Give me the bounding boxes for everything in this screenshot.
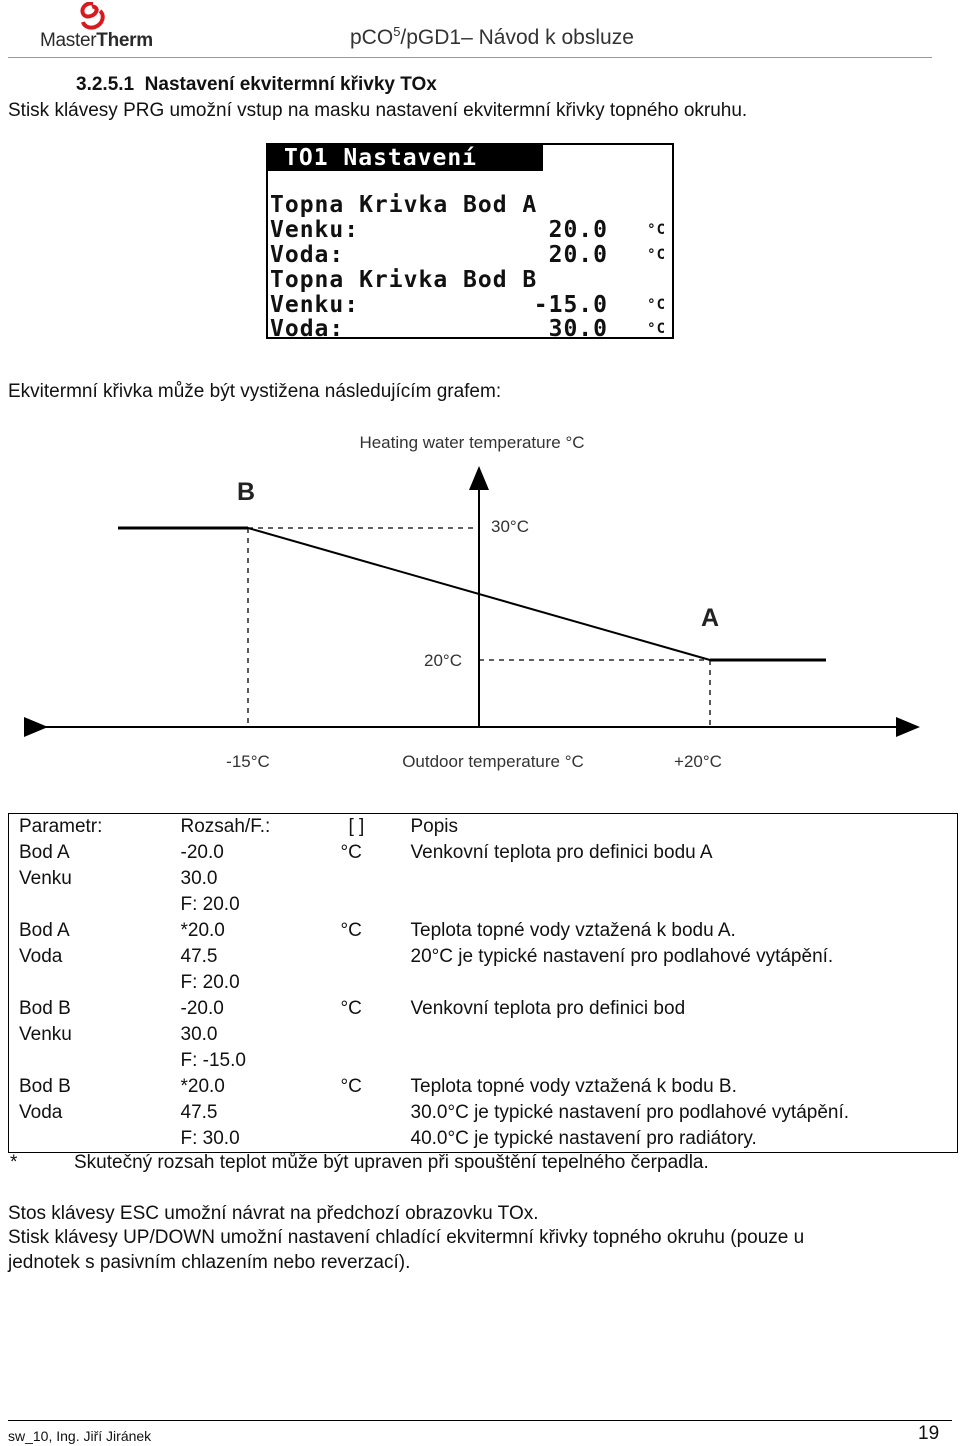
- desc-cell: [411, 1074, 958, 1153]
- param-name: Voda: [19, 946, 63, 967]
- range-cell: [181, 840, 341, 918]
- section-heading: [76, 74, 437, 96]
- range-min: *20.0: [180, 920, 225, 941]
- unit-cell: °C: [340, 842, 362, 863]
- param-name: Venku: [19, 1024, 72, 1045]
- logo-text-bold: Therm: [96, 30, 153, 51]
- table-row: [9, 1074, 958, 1153]
- lcd-label: Topna Krivka Bod A: [270, 192, 538, 218]
- range-default: F: 20.0: [180, 894, 240, 915]
- header-divider: [8, 57, 932, 58]
- lcd-label: Venku:: [270, 292, 360, 318]
- table-row: [9, 840, 958, 918]
- lcd-title: TO1 Nastavení: [268, 145, 543, 171]
- desc-line: Teplota topné vody vztažená k bodu B.: [410, 1076, 737, 1097]
- lcd-screen: [266, 143, 674, 342]
- range-max: 30.0: [180, 1024, 218, 1045]
- param-cell: [9, 840, 181, 918]
- param-cell: [9, 918, 181, 996]
- param-name: Bod A: [19, 920, 70, 941]
- desc-line: 40.0°C je typické nastavení pro radiátory.: [410, 1128, 757, 1149]
- table-row: [9, 918, 958, 996]
- table-header-row: [9, 814, 958, 841]
- range-min: *20.0: [180, 1076, 225, 1097]
- lcd-label: Voda:: [270, 242, 345, 268]
- masterterm-logo-icon: [78, 2, 108, 30]
- x-tick-label: -15°C: [226, 752, 270, 771]
- closing-line: jednotek s pasivním chlazením nebo reverzací).: [8, 1252, 411, 1273]
- desc-cell: [411, 918, 958, 996]
- point-label-b: B: [236, 478, 256, 506]
- lcd-label: Topna Krivka Bod B: [270, 267, 538, 293]
- closing-line: Stos klávesy ESC umožní návrat na předchozí obrazovku TOx.: [8, 1203, 539, 1224]
- desc-cell: [411, 840, 958, 918]
- range-max: 47.5: [180, 1102, 218, 1123]
- lcd-value: 20.0: [548, 217, 608, 243]
- lcd-value: 20.0: [548, 242, 608, 268]
- header-cell: Popis: [410, 816, 459, 837]
- parameter-table: [8, 813, 958, 1153]
- param-name: Venku: [19, 868, 72, 889]
- desc-line: Venkovní teplota pro definici bod: [410, 998, 686, 1019]
- lcd-line: [268, 243, 674, 268]
- logo-text-plain: Master: [40, 30, 97, 51]
- unit-cell: °C: [340, 920, 362, 941]
- lcd-value: 30.0: [548, 316, 608, 342]
- lcd-line: [268, 317, 674, 342]
- lcd-label: Venku:: [270, 217, 360, 243]
- header-cell: Rozsah/F.:: [180, 816, 271, 837]
- lcd-line: [268, 268, 674, 293]
- section-number: 3.2.5.1: [76, 74, 135, 95]
- range-max: 30.0: [180, 868, 218, 889]
- page-number: 19: [918, 1423, 940, 1444]
- lcd-unit: °C: [647, 297, 666, 313]
- param-name: Bod B: [19, 998, 71, 1019]
- desc-line: Teplota topné vody vztažená k bodu A.: [410, 920, 736, 941]
- title-sup: 5: [393, 24, 401, 39]
- footnote-marker: *: [10, 1152, 18, 1173]
- header-cell: [ ]: [348, 816, 365, 837]
- lcd-label: Voda:: [270, 316, 345, 342]
- y-tick-label: 30°C: [491, 517, 529, 536]
- range-min: -20.0: [180, 998, 224, 1019]
- unit-cell: °C: [340, 1076, 362, 1097]
- param-name: Bod B: [19, 1076, 71, 1097]
- range-cell: [181, 918, 341, 996]
- lcd-value: -15.0: [533, 292, 608, 318]
- desc-line: 20°C je typické nastavení pro podlahové vytápění.: [410, 946, 834, 967]
- lcd-line: [268, 293, 674, 318]
- x-axis-label: Outdoor temperature °C: [402, 752, 584, 771]
- y-tick-label: 20°C: [424, 651, 462, 670]
- lcd-unit: °C: [647, 222, 666, 238]
- document-title: [350, 24, 634, 50]
- desc-cell: [411, 996, 958, 1074]
- desc-line: 30.0°C je typické nastavení pro podlahové vytápění.: [410, 1102, 850, 1123]
- y-axis-label: Heating water temperature °C: [359, 433, 585, 452]
- lcd-line: [268, 218, 674, 243]
- range-default: F: 20.0: [180, 972, 240, 993]
- range-default: F: 30.0: [180, 1128, 240, 1149]
- section-title: Nastavení ekvitermní křivky TOx: [144, 74, 437, 95]
- param-name: Voda: [19, 1102, 63, 1123]
- range-max: 47.5: [180, 946, 218, 967]
- graph-intro: Ekvitermní křivka může být vystižena následujícím grafem:: [8, 381, 502, 402]
- heating-curve-chart: [0, 420, 960, 780]
- title-main: pCO: [350, 26, 394, 49]
- footer-divider: [8, 1420, 952, 1421]
- unit-cell: °C: [340, 998, 362, 1019]
- desc-line: Venkovní teplota pro definici bodu A: [410, 842, 713, 863]
- title-rest: /pGD1– Návod k obsluze: [400, 26, 634, 49]
- curve-marks: [118, 528, 826, 727]
- section-intro: Stisk klávesy PRG umožní vstup na masku nastavení ekvitermní křivky topného okruhu.: [8, 100, 748, 121]
- footer-author: sw_10, Ing. Jiří Jiránek: [8, 1428, 152, 1444]
- range-min: -20.0: [180, 842, 224, 863]
- range-cell: [181, 996, 341, 1074]
- lcd-unit: °C: [647, 247, 666, 263]
- range-default: F: -15.0: [180, 1050, 246, 1071]
- closing-line: Stisk klávesy UP/DOWN umožní nastavení chladící ekvitermní křivky topného okruhu (pouze u: [8, 1227, 805, 1248]
- footnote-text: Skutečný rozsah teplot může být upraven při spouštění tepelného čerpadla.: [74, 1152, 709, 1173]
- point-label-a: A: [700, 604, 720, 632]
- range-cell: [181, 1074, 341, 1153]
- x-tick-label: +20°C: [674, 752, 722, 771]
- lcd-line: [268, 193, 674, 218]
- lcd-unit: °C: [647, 321, 666, 337]
- param-name: Bod A: [19, 842, 70, 863]
- logo: [40, 2, 160, 52]
- param-cell: [9, 1074, 181, 1153]
- table-row: [9, 996, 958, 1074]
- param-cell: [9, 996, 181, 1074]
- header-cell: Parametr:: [19, 816, 103, 837]
